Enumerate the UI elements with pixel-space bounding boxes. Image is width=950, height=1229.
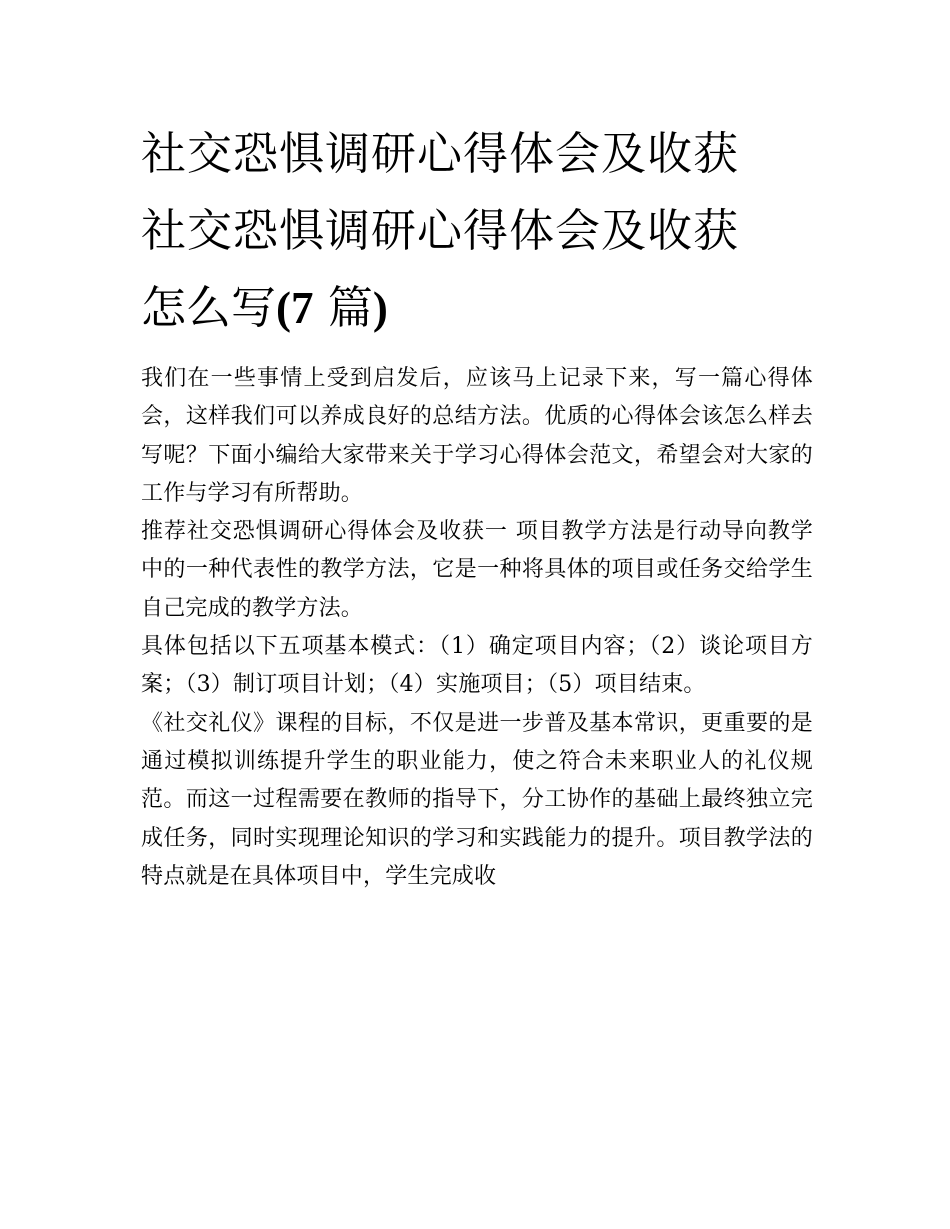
document-page xyxy=(141,115,813,896)
paragraph-recommendation: 推荐社交恐惧调研心得体会及收获一 项目教学方法是行动导向教学中的一种代表性的教学方法，它是一种将具体的项目或任务交给学生自己完成的教学方法。 xyxy=(141,519,813,621)
title-paren-close: ) xyxy=(372,283,388,333)
title-line-3-prefix: 怎么写 xyxy=(141,281,277,334)
title-line-3 xyxy=(141,269,813,346)
title-paren-open: ( xyxy=(276,283,292,333)
paragraph-course-goal: 《社交礼仪》课程的目标，不仅是进一步普及基本常识，更重要的是通过模拟训练提升学生的职业能力，使之符合未来职业人的礼仪规范。而这一过程需要在教师的指导下，分工协作的基础上最终独立完成任务，同时实现理论知识的学习和实践能力的提升。项目教学法的特点就是在具体项目中，学生完成收 xyxy=(141,710,813,889)
paragraph-modes: 具体包括以下五项基本模式：（1）确定项目内容；（2）谈论项目方案；（3）制订项目计划；（4）实施项目；（5）项目结束。 xyxy=(141,634,813,698)
title-line-3-suffix: 篇 xyxy=(313,281,373,334)
document-title xyxy=(141,115,813,346)
document-body xyxy=(141,360,813,896)
title-line-1: 社交恐惧调研心得体会及收获 xyxy=(141,127,740,180)
paragraph-intro: 我们在一些事情上受到启发后，应该马上记录下来，写一篇心得体会，这样我们可以养成良好的总结方法。优质的心得体会该怎么样去写呢？下面小编给大家带来关于学习心得体会范文，希望会对大家的工作与学习有所帮助。 xyxy=(141,366,813,506)
title-article-count: 7 xyxy=(291,283,314,333)
title-line-2: 社交恐惧调研心得体会及收获 xyxy=(141,204,740,257)
